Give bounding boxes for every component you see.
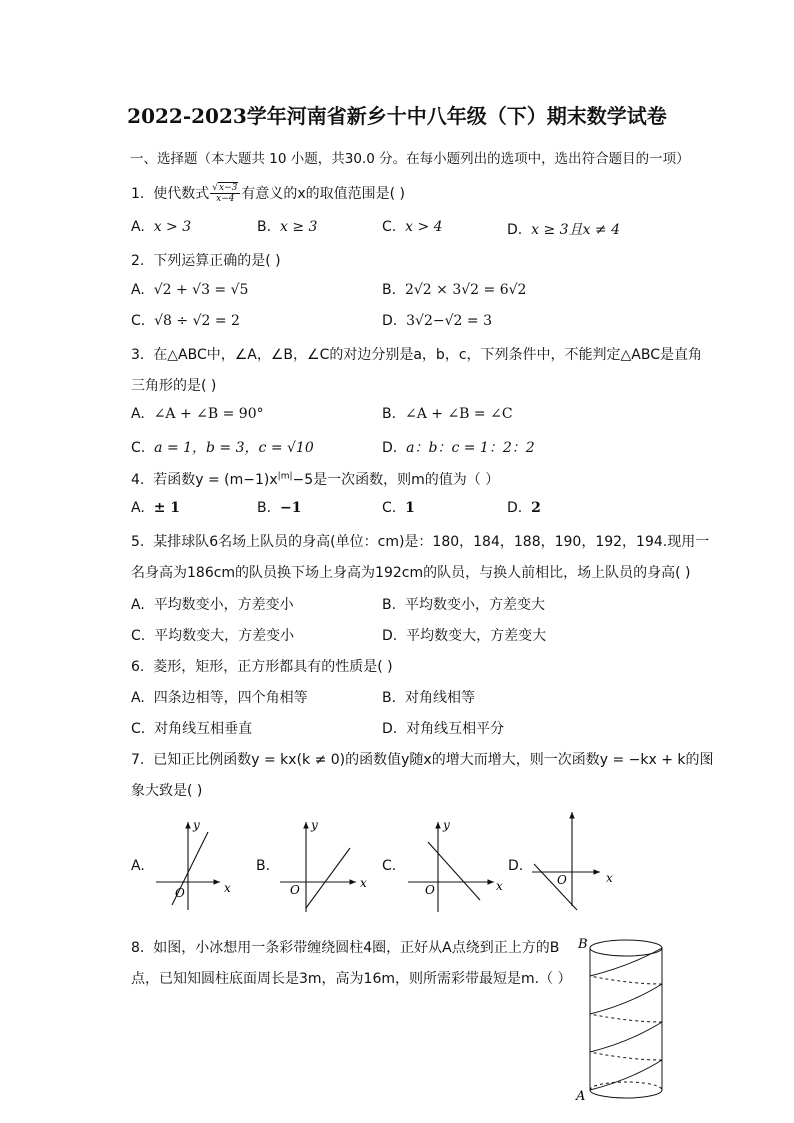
graph-b[interactable] <box>280 822 356 912</box>
question-number: 3. <box>131 347 145 363</box>
question-text: 在△ABC中，∠A，∠B，∠C的对边分别是a，b，c，下列条件中，不能判定△ABC是直角 <box>153 347 702 363</box>
origin-label: O <box>425 883 435 897</box>
y-axis-label: y <box>311 818 318 832</box>
question-text: 菱形，矩形，正方形都具有的性质是( ) <box>153 659 393 675</box>
question-number: 1. <box>131 186 145 202</box>
question-8 <box>131 937 559 957</box>
option-letter: D. <box>507 500 523 516</box>
option-text: √2 + √3 = √5 <box>153 282 249 298</box>
option-text: x ≥ 3且x ≠ 4 <box>531 222 621 238</box>
question-number: 4. <box>131 472 145 488</box>
ribbon-front-segments <box>590 948 662 1090</box>
page-title: 2022-2023学年河南省新乡十中八年级（下）期末数学试卷 <box>127 104 667 128</box>
option-text: 1 <box>405 500 415 516</box>
origin-label: O <box>557 873 567 887</box>
option-text: x > 3 <box>153 219 192 235</box>
option-letter: A. <box>131 282 145 298</box>
option-text: 平均数变小，方差变小 <box>153 597 294 613</box>
question-text: 若函数y = (m−1)x <box>153 472 278 488</box>
option-text: 平均数变大，方差变大 <box>406 628 547 644</box>
option-text: x ≥ 3 <box>279 219 318 235</box>
question-text: 有意义的x的取值范围是( ) <box>241 186 406 202</box>
question-number: 5. <box>131 534 145 550</box>
question-text: 如图，小冰想用一条彩带缠绕圆柱4圈，正好从A点绕到正上方的B <box>153 940 560 956</box>
option-letter: B. <box>382 597 397 613</box>
option-letter: D. <box>382 628 398 644</box>
option-text: 对角线互相平分 <box>406 721 505 737</box>
origin-label: O <box>290 883 300 897</box>
option-text: a：b：c = 1：2：2 <box>406 440 535 456</box>
origin-label: O <box>175 886 185 900</box>
question-8-line2: 点，已知知圆柱底面周长是3m，高为16m，则所需彩带最短是m.（ ） <box>131 971 572 987</box>
fraction: $\frac{√x-3}{x-4}$ <box>210 183 240 205</box>
cylinder-figure <box>590 940 662 1098</box>
option-text: 平均数变大，方差变小 <box>154 628 295 644</box>
question-number: 8. <box>131 940 145 956</box>
graph-option-d-letter[interactable]: D. <box>508 858 524 874</box>
question-text: 使代数式 <box>153 186 210 202</box>
graph-option-c-letter[interactable]: C. <box>382 858 397 874</box>
y-axis-label: y <box>193 818 200 832</box>
option-text: ± 1 <box>153 500 181 516</box>
option-letter: D. <box>507 222 523 238</box>
function-line <box>534 864 577 910</box>
option-text: 对角线互相垂直 <box>154 721 253 737</box>
point-b-label: B <box>578 937 588 952</box>
option-letter: B. <box>382 282 397 298</box>
option-letter: C. <box>382 500 397 516</box>
option-letter: A. <box>131 500 145 516</box>
option-letter: A. <box>131 219 145 235</box>
fraction-numerator: x−3 <box>219 183 238 193</box>
function-line <box>428 842 480 900</box>
question-3-line2: 三角形的是( ) <box>131 378 217 394</box>
option-text: 2 <box>531 500 541 516</box>
option-text: 3√2−√2 = 3 <box>406 313 492 329</box>
option-text: −1 <box>279 500 302 516</box>
question-5-line2: 名身高为186cm的队员换下场上身高为192cm的队员，与换人前相比，场上队员的身高( ) <box>131 565 691 581</box>
option-text: ∠A + ∠B = 90° <box>153 406 264 422</box>
ribbon-back-segments <box>590 976 662 1060</box>
graph-d[interactable] <box>532 812 600 910</box>
option-letter: B. <box>257 219 272 235</box>
question-text: 某排球队6名场上队员的身高(单位：cm)是：180，184，188，190，192，194.现用一 <box>153 534 710 550</box>
option-text: √8 ÷ √2 = 2 <box>154 313 240 329</box>
option-letter: C. <box>131 440 146 456</box>
option-letter: B. <box>382 406 397 422</box>
graph-c[interactable] <box>408 822 494 912</box>
fraction-denominator: x−4 <box>216 194 235 204</box>
option-letter: C. <box>382 219 397 235</box>
exponent: |m| <box>277 471 293 482</box>
option-text: ∠A + ∠B = ∠C <box>404 406 513 422</box>
option-letter: D. <box>382 721 398 737</box>
option-letter: C. <box>131 313 146 329</box>
option-letter: C. <box>131 721 146 737</box>
option-letter: D. <box>382 440 398 456</box>
question-number: 7. <box>131 752 145 768</box>
x-axis-label: x <box>606 871 613 885</box>
question-text: 已知正比例函数y = kx(k ≠ 0)的函数值y随x的增大而增大，则一次函数y = −kx + k的图 <box>153 752 714 768</box>
option-letter: A. <box>131 406 145 422</box>
graph-option-b-letter[interactable]: B. <box>256 858 271 874</box>
graph-a[interactable] <box>156 822 220 910</box>
x-axis-label: x <box>496 879 503 893</box>
function-line <box>306 848 350 908</box>
question-text: −5是一次函数，则m的值为（ ） <box>292 472 500 488</box>
graph-option-a-letter[interactable]: A. <box>131 858 145 874</box>
x-axis-label: x <box>360 876 367 890</box>
option-text: 平均数变小，方差变大 <box>404 597 545 613</box>
option-letter: A. <box>131 597 145 613</box>
option-letter: B. <box>257 500 272 516</box>
point-a-label: A <box>576 1089 586 1104</box>
question-7-line2: 象大致是( ) <box>131 783 203 799</box>
option-letter: C. <box>131 628 146 644</box>
y-axis-label: y <box>443 818 450 832</box>
x-axis-label: x <box>224 881 231 895</box>
option-letter: B. <box>382 690 397 706</box>
option-text: 2√2 × 3√2 = 6√2 <box>404 282 527 298</box>
option-letter: D. <box>382 313 398 329</box>
question-number: 6. <box>131 659 145 675</box>
option-text: x > 4 <box>405 219 443 235</box>
option-text: 对角线相等 <box>404 690 475 706</box>
option-letter: A. <box>131 690 145 706</box>
section-heading: 一、选择题（本大题共 10 小题，共30.0 分。在每小题列出的选项中，选出符合题目的一项） <box>130 151 690 167</box>
question-text: 下列运算正确的是( ) <box>153 253 281 269</box>
question-number: 2. <box>131 253 145 269</box>
option-text: a = 1，b = 3，c = √10 <box>154 440 314 456</box>
option-text: 四条边相等，四个角相等 <box>153 690 308 706</box>
